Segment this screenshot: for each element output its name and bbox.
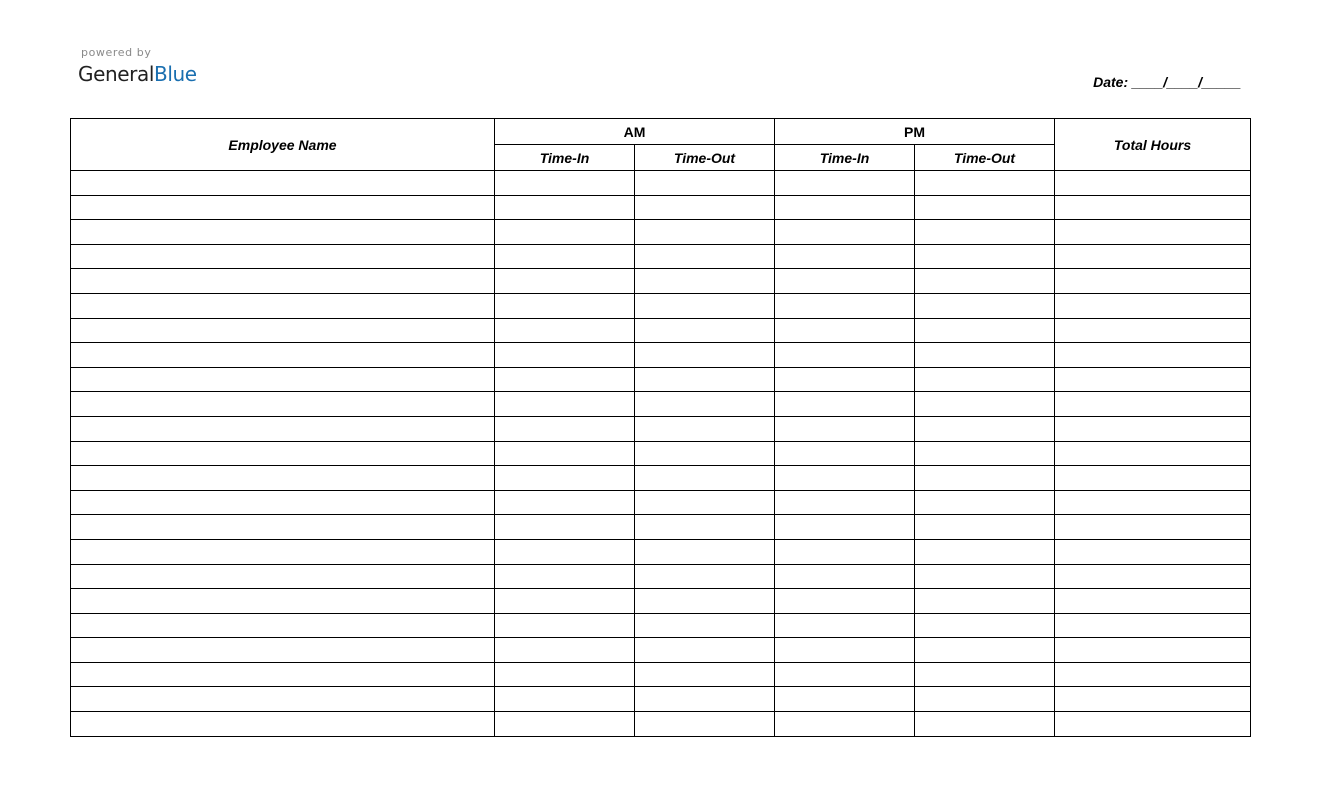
total-hours-cell[interactable] (1055, 515, 1251, 540)
pm-time-in-cell[interactable] (775, 367, 915, 392)
total-hours-cell[interactable] (1055, 466, 1251, 491)
am-time-out-cell[interactable] (635, 712, 775, 737)
am-time-in-header: Time-In (495, 145, 635, 171)
employee-name-cell[interactable] (71, 392, 495, 417)
employee-name-cell[interactable] (71, 171, 495, 196)
brand-name-blue: Blue (154, 62, 197, 86)
am-time-out-cell[interactable] (635, 269, 775, 294)
brand-name (78, 61, 197, 87)
pm-time-out-cell[interactable] (915, 589, 1055, 614)
total-hours-cell[interactable] (1055, 441, 1251, 466)
pm-time-out-cell[interactable] (915, 171, 1055, 196)
pm-time-out-cell[interactable] (915, 367, 1055, 392)
table-row (71, 318, 1251, 343)
pm-time-in-cell[interactable] (775, 392, 915, 417)
total-hours-cell[interactable] (1055, 171, 1251, 196)
pm-header: PM (775, 119, 1055, 145)
total-hours-cell[interactable] (1055, 244, 1251, 269)
am-time-out-cell[interactable] (635, 343, 775, 368)
am-time-out-cell[interactable] (635, 662, 775, 687)
total-hours-cell[interactable] (1055, 367, 1251, 392)
am-time-in-cell[interactable] (495, 515, 635, 540)
am-time-out-cell[interactable] (635, 490, 775, 515)
employee-name-cell[interactable] (71, 539, 495, 564)
am-time-in-cell[interactable] (495, 712, 635, 737)
pm-time-out-cell[interactable] (915, 466, 1055, 491)
pm-time-in-cell[interactable] (775, 269, 915, 294)
pm-time-out-cell[interactable] (915, 613, 1055, 638)
employee-name-cell[interactable] (71, 343, 495, 368)
total-hours-cell[interactable] (1055, 539, 1251, 564)
generalblue-logo (78, 46, 197, 87)
am-time-out-cell[interactable] (635, 244, 775, 269)
pm-time-out-cell[interactable] (915, 392, 1055, 417)
table-row (71, 269, 1251, 294)
total-hours-cell[interactable] (1055, 343, 1251, 368)
pm-time-in-cell[interactable] (775, 515, 915, 540)
am-time-out-cell[interactable] (635, 367, 775, 392)
pm-time-out-cell[interactable] (915, 638, 1055, 663)
table-row (71, 687, 1251, 712)
pm-time-out-cell[interactable] (915, 293, 1055, 318)
table-row (71, 638, 1251, 663)
am-time-out-cell[interactable] (635, 589, 775, 614)
table-row (71, 466, 1251, 491)
am-time-in-cell[interactable] (495, 687, 635, 712)
am-time-out-header: Time-Out (635, 145, 775, 171)
employee-name-cell[interactable] (71, 441, 495, 466)
employee-name-cell[interactable] (71, 293, 495, 318)
pm-time-in-cell[interactable] (775, 343, 915, 368)
am-time-in-cell[interactable] (495, 220, 635, 245)
pm-time-out-cell[interactable] (915, 490, 1055, 515)
am-time-out-cell[interactable] (635, 515, 775, 540)
am-time-out-cell[interactable] (635, 539, 775, 564)
pm-time-out-cell[interactable] (915, 662, 1055, 687)
pm-time-in-cell[interactable] (775, 539, 915, 564)
employee-name-cell[interactable] (71, 712, 495, 737)
pm-time-out-cell[interactable] (915, 318, 1055, 343)
pm-time-out-cell[interactable] (915, 515, 1055, 540)
am-time-in-cell[interactable] (495, 589, 635, 614)
am-time-in-cell[interactable] (495, 343, 635, 368)
pm-time-in-header: Time-In (775, 145, 915, 171)
total-hours-cell[interactable] (1055, 687, 1251, 712)
table-row (71, 613, 1251, 638)
total-hours-cell[interactable] (1055, 416, 1251, 441)
pm-time-in-cell[interactable] (775, 712, 915, 737)
am-time-out-cell[interactable] (635, 687, 775, 712)
table-row (71, 662, 1251, 687)
employee-name-cell[interactable] (71, 564, 495, 589)
pm-time-out-cell[interactable] (915, 195, 1055, 220)
employee-name-cell[interactable] (71, 515, 495, 540)
employee-name-cell[interactable] (71, 220, 495, 245)
table-row (71, 564, 1251, 589)
am-time-in-cell[interactable] (495, 171, 635, 196)
pm-time-in-cell[interactable] (775, 318, 915, 343)
pm-time-in-cell[interactable] (775, 466, 915, 491)
total-hours-cell[interactable] (1055, 195, 1251, 220)
table-row (71, 392, 1251, 417)
total-hours-cell[interactable] (1055, 712, 1251, 737)
total-hours-cell[interactable] (1055, 662, 1251, 687)
powered-by-label: powered by (81, 46, 152, 59)
pm-time-out-cell[interactable] (915, 539, 1055, 564)
pm-time-out-cell[interactable] (915, 220, 1055, 245)
employee-name-cell[interactable] (71, 687, 495, 712)
total-hours-cell[interactable] (1055, 220, 1251, 245)
am-time-in-cell[interactable] (495, 416, 635, 441)
timesheet-table (70, 118, 1251, 737)
am-header: AM (495, 119, 775, 145)
table-row (71, 515, 1251, 540)
am-time-out-cell[interactable] (635, 293, 775, 318)
am-time-in-cell[interactable] (495, 367, 635, 392)
pm-time-in-cell[interactable] (775, 416, 915, 441)
pm-time-out-cell[interactable] (915, 269, 1055, 294)
pm-time-in-cell[interactable] (775, 613, 915, 638)
table-row (71, 343, 1251, 368)
pm-time-in-cell[interactable] (775, 441, 915, 466)
am-time-in-cell[interactable] (495, 539, 635, 564)
am-time-out-cell[interactable] (635, 613, 775, 638)
pm-time-in-cell[interactable] (775, 662, 915, 687)
pm-time-in-cell[interactable] (775, 220, 915, 245)
employee-name-cell[interactable] (71, 613, 495, 638)
am-time-out-cell[interactable] (635, 220, 775, 245)
pm-time-in-cell[interactable] (775, 589, 915, 614)
employee-name-header: Employee Name (71, 119, 495, 171)
pm-time-in-cell[interactable] (775, 244, 915, 269)
employee-name-cell[interactable] (71, 638, 495, 663)
total-hours-header: Total Hours (1055, 119, 1251, 171)
total-hours-cell[interactable] (1055, 490, 1251, 515)
employee-name-cell[interactable] (71, 466, 495, 491)
total-hours-cell[interactable] (1055, 392, 1251, 417)
brand-name-general: General (78, 62, 155, 86)
timesheet-body (71, 171, 1251, 737)
employee-name-cell[interactable] (71, 195, 495, 220)
am-time-in-cell[interactable] (495, 466, 635, 491)
pm-time-in-cell[interactable] (775, 293, 915, 318)
table-row (71, 589, 1251, 614)
pm-time-out-cell[interactable] (915, 712, 1055, 737)
am-time-out-cell[interactable] (635, 466, 775, 491)
am-time-in-cell[interactable] (495, 441, 635, 466)
employee-name-cell[interactable] (71, 490, 495, 515)
am-time-in-cell[interactable] (495, 490, 635, 515)
table-row (71, 367, 1251, 392)
am-time-in-cell[interactable] (495, 638, 635, 663)
am-time-out-cell[interactable] (635, 318, 775, 343)
table-row (71, 490, 1251, 515)
pm-time-out-cell[interactable] (915, 244, 1055, 269)
pm-time-out-cell[interactable] (915, 687, 1055, 712)
pm-time-in-cell[interactable] (775, 195, 915, 220)
table-row (71, 416, 1251, 441)
table-row (71, 171, 1251, 196)
am-time-out-cell[interactable] (635, 416, 775, 441)
am-time-out-cell[interactable] (635, 392, 775, 417)
employee-name-cell[interactable] (71, 318, 495, 343)
pm-time-in-cell[interactable] (775, 638, 915, 663)
am-time-in-cell[interactable] (495, 613, 635, 638)
employee-name-cell[interactable] (71, 416, 495, 441)
pm-time-out-cell[interactable] (915, 564, 1055, 589)
am-time-in-cell[interactable] (495, 392, 635, 417)
employee-name-cell[interactable] (71, 589, 495, 614)
am-time-out-cell[interactable] (635, 564, 775, 589)
am-time-in-cell[interactable] (495, 318, 635, 343)
am-time-in-cell[interactable] (495, 662, 635, 687)
table-row (71, 441, 1251, 466)
employee-name-cell[interactable] (71, 367, 495, 392)
pm-time-in-cell[interactable] (775, 687, 915, 712)
pm-time-out-cell[interactable] (915, 416, 1055, 441)
am-time-in-cell[interactable] (495, 269, 635, 294)
employee-name-cell[interactable] (71, 269, 495, 294)
total-hours-cell[interactable] (1055, 638, 1251, 663)
table-row (71, 712, 1251, 737)
pm-time-out-cell[interactable] (915, 441, 1055, 466)
table-row (71, 293, 1251, 318)
pm-time-in-cell[interactable] (775, 171, 915, 196)
table-row (71, 195, 1251, 220)
total-hours-cell[interactable] (1055, 589, 1251, 614)
total-hours-cell[interactable] (1055, 269, 1251, 294)
total-hours-cell[interactable] (1055, 613, 1251, 638)
employee-name-cell[interactable] (71, 662, 495, 687)
table-row (71, 244, 1251, 269)
am-time-out-cell[interactable] (635, 171, 775, 196)
am-time-out-cell[interactable] (635, 638, 775, 663)
am-time-out-cell[interactable] (635, 195, 775, 220)
am-time-in-cell[interactable] (495, 293, 635, 318)
table-row (71, 220, 1251, 245)
pm-time-out-cell[interactable] (915, 343, 1055, 368)
pm-time-in-cell[interactable] (775, 490, 915, 515)
total-hours-cell[interactable] (1055, 318, 1251, 343)
am-time-out-cell[interactable] (635, 441, 775, 466)
total-hours-cell[interactable] (1055, 564, 1251, 589)
total-hours-cell[interactable] (1055, 293, 1251, 318)
date-field[interactable]: Date: ____/____/_____ (1093, 74, 1241, 90)
am-time-in-cell[interactable] (495, 564, 635, 589)
am-time-in-cell[interactable] (495, 195, 635, 220)
table-row (71, 539, 1251, 564)
pm-time-in-cell[interactable] (775, 564, 915, 589)
am-time-in-cell[interactable] (495, 244, 635, 269)
employee-name-cell[interactable] (71, 244, 495, 269)
pm-time-out-header: Time-Out (915, 145, 1055, 171)
